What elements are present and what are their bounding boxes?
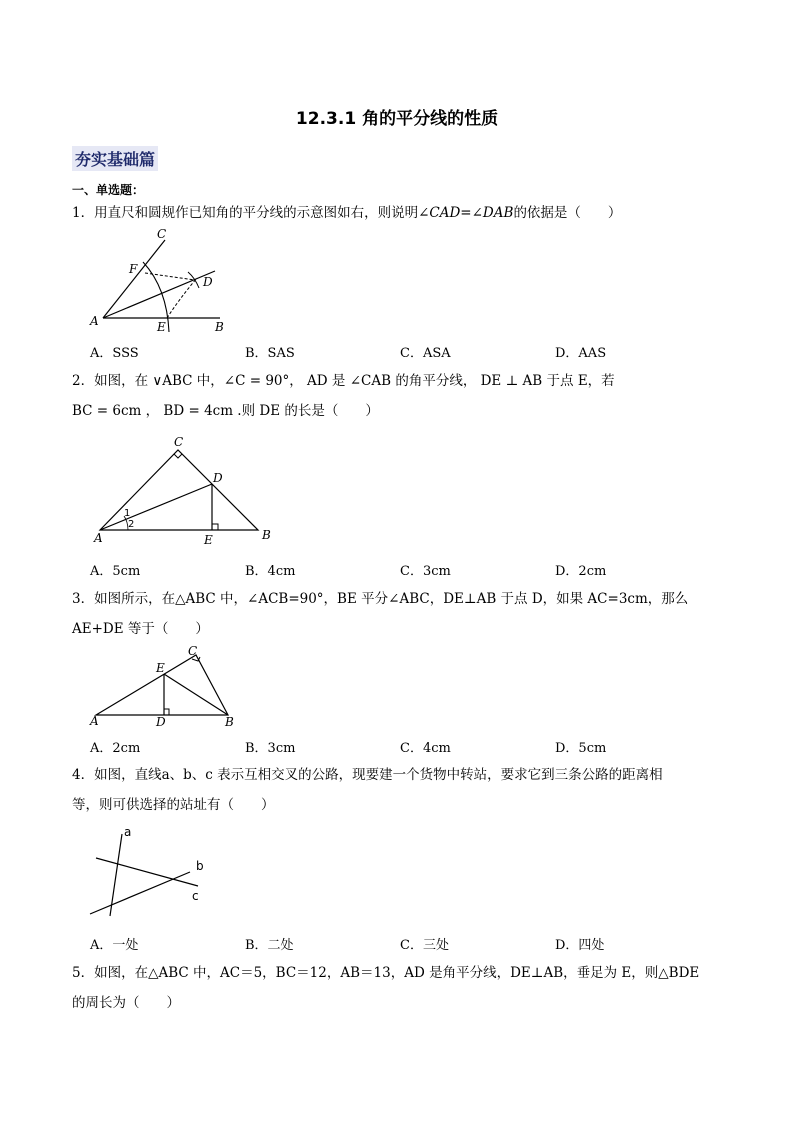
q3-label-e: E — [156, 661, 165, 675]
question-4-line-1: 4．如图，直线a、b、c 表示互相交叉的公路，现要建一个货物中转站，要求它到三条公路的距离相 — [72, 767, 663, 783]
q3-option-d[interactable]: D．5cm — [555, 741, 607, 756]
q2-label-b: B — [262, 528, 271, 542]
question-1-figure — [85, 228, 245, 338]
question-3-figure — [88, 645, 248, 730]
question-1-text: 1．用直尺和圆规作已知角的平分线的示意图如右，则说明∠CAD=∠DAB的依据是（ ） — [72, 205, 622, 221]
section-label: 夯实基础篇 — [72, 146, 158, 171]
q4-label-c: c — [192, 889, 199, 903]
q1-option-d[interactable]: D．AAS — [555, 346, 607, 361]
q3-option-b[interactable]: B．3cm — [245, 741, 296, 756]
q2-option-b[interactable]: B．4cm — [245, 564, 296, 579]
question-2-line-2: BC = 6cm ， BD = 4cm .则 DE 的长是（ ） — [72, 403, 379, 419]
q1-label-d: D — [203, 275, 213, 289]
q2-option-a[interactable]: A．5cm — [90, 564, 141, 579]
q3-label-a: A — [90, 714, 99, 728]
q4-label-b: b — [196, 859, 204, 873]
q2-label-c: C — [174, 435, 184, 449]
q1-option-c[interactable]: C．ASA — [400, 346, 451, 361]
q2-label-d: D — [213, 471, 223, 485]
q1-option-a[interactable]: A．SSS — [90, 346, 139, 361]
q2-label-e: E — [204, 533, 213, 547]
q1-label-f: F — [129, 262, 138, 276]
q4-option-b[interactable]: B．二处 — [245, 938, 294, 953]
q1-label-c: C — [157, 227, 167, 241]
question-2-figure — [88, 432, 278, 547]
q1-label-b: B — [215, 320, 224, 334]
question-3-line-1: 3．如图所示，在△ABC 中，∠ACB=90°，BE 平分∠ABC，DE⊥AB 于点 D，如果 AC=3cm，那么 — [72, 591, 689, 607]
question-2-line-1: 2．如图，在 ∨ABC 中，∠C = 90°， AD 是 ∠CAB 的角平分线， DE ⊥ AB 于点 E，若 — [72, 373, 615, 389]
q4-label-a: a — [124, 825, 132, 839]
q3-option-a[interactable]: A．2cm — [90, 741, 141, 756]
question-3-line-2: AE+DE 等于（ ） — [72, 621, 209, 637]
q1-label-e: E — [157, 320, 166, 334]
question-type-heading: 一、单选题： — [72, 183, 145, 197]
page-title: 12.3.1 角的平分线的性质 — [295, 109, 499, 129]
q3-label-d: D — [156, 715, 166, 729]
q3-label-c: C — [188, 644, 198, 658]
q2-option-d[interactable]: D．2cm — [555, 564, 607, 579]
q2-label-a: A — [94, 531, 103, 545]
q2-angle-1: 1 — [124, 508, 131, 519]
question-5-line-1: 5．如图，在△ABC 中，AC＝5，BC＝12，AB＝13，AD 是角平分线，DE⊥AB，垂足为 E，则△BDE — [72, 965, 700, 981]
q4-option-a[interactable]: A．一处 — [90, 938, 139, 953]
question-4-figure — [86, 824, 226, 924]
q1-math: ∠CAD=∠DAB — [418, 205, 514, 221]
q4-option-d[interactable]: D．四处 — [555, 938, 605, 953]
q2-option-c[interactable]: C．3cm — [400, 564, 451, 579]
question-4-line-2: 等，则可供选择的站址有（ ） — [72, 797, 275, 813]
q1-option-b[interactable]: B．SAS — [245, 346, 295, 361]
q2-angle-2: 2 — [128, 519, 135, 530]
question-5-line-2: 的周长为（ ） — [72, 995, 180, 1011]
q4-option-c[interactable]: C．三处 — [400, 938, 449, 953]
q1-label-a: A — [90, 314, 99, 328]
q3-option-c[interactable]: C．4cm — [400, 741, 451, 756]
q3-label-b: B — [225, 715, 234, 729]
